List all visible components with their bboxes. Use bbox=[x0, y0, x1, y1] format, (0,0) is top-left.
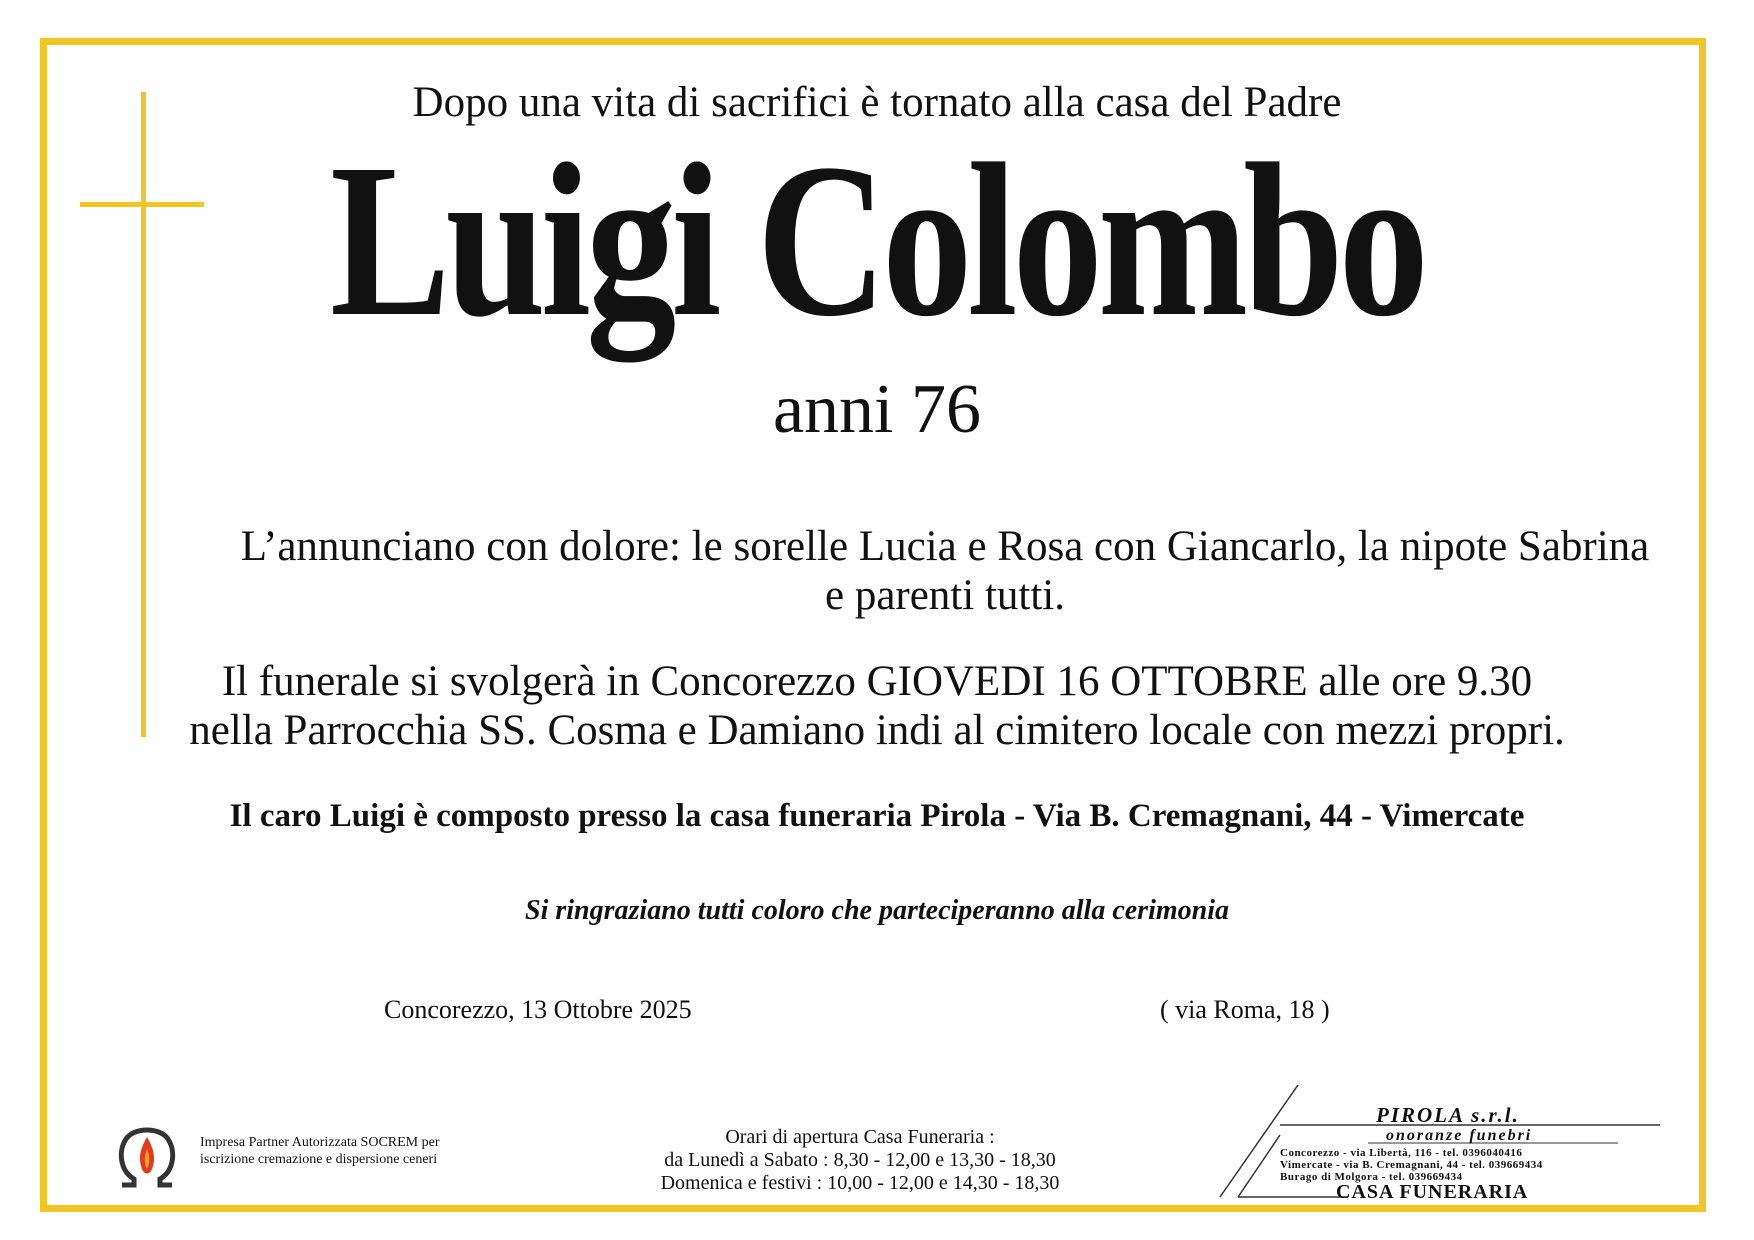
socrem-line-1: Impresa Partner Autorizzata SOCREM per bbox=[200, 1135, 440, 1150]
deceased-name: Luigi Colombo bbox=[330, 118, 1424, 362]
intro-line: Dopo una vita di sacrifici è tornato alla casa del Padre bbox=[412, 79, 1342, 126]
company-office-vimercate: Vimercate - via B. Cremagnani, 44 - tel. 039669434 bbox=[1280, 1159, 1543, 1171]
company-tagline: onoranze funebri bbox=[1386, 1127, 1533, 1144]
deceased-age: anni 76 bbox=[772, 371, 982, 448]
funeral-line-1: Il funerale si svolgerà in Concorezzo GIOVEDI 16 OTTOBRE alle ore 9.30 bbox=[221, 658, 1533, 705]
socrem-partner-text bbox=[200, 1134, 440, 1168]
hours-weekdays: da Lunedì a Sabato : 8,30 - 12,00 e 13,30 - 18,30 bbox=[664, 1149, 1056, 1171]
opening-hours bbox=[560, 1126, 1160, 1195]
announcement-line-2: e parenti tutti. bbox=[824, 572, 1065, 619]
hours-holidays: Domenica e festivi : 10,00 - 12,00 e 14,30 - 18,30 bbox=[660, 1172, 1060, 1194]
wake-location: Il caro Luigi è composto presso la casa funeraria Pirola - Via B. Cremagnani, 44 - Vimercate bbox=[229, 798, 1525, 834]
company-name: PIROLA s.r.l. bbox=[1376, 1103, 1520, 1127]
socrem-line-2: iscrizione cremazione e dispersione ceneri bbox=[200, 1152, 438, 1167]
announcement-paragraph bbox=[180, 522, 1710, 620]
funeral-paragraph bbox=[0, 657, 1754, 755]
company-office-concorezzo: Concorezzo - via Libertà, 116 - tel. 0396040416 bbox=[1280, 1147, 1523, 1159]
funeral-line-2: nella Parrocchia SS. Cosma e Damiano indi al cimitero locale con mezzi propri. bbox=[189, 707, 1565, 754]
flame-omega-icon bbox=[112, 1115, 182, 1193]
place-and-date: Concorezzo, 13 Ottobre 2025 bbox=[384, 995, 692, 1024]
home-address: ( via Roma, 18 ) bbox=[1160, 995, 1330, 1024]
company-office-burago: Burago di Molgora - tel. 039669434 bbox=[1280, 1171, 1463, 1183]
pirola-company-logo bbox=[1218, 1085, 1698, 1207]
hours-title: Orari di apertura Casa Funeraria : bbox=[725, 1126, 995, 1148]
company-footer: CASA FUNERARIA bbox=[1336, 1181, 1529, 1203]
thanks-line: Si ringraziano tutti coloro che parteciperanno alla cerimonia bbox=[525, 895, 1229, 926]
announcement-line-1: L’annunciano con dolore: le sorelle Lucia e Rosa con Giancarlo, la nipote Sabrina bbox=[240, 523, 1650, 570]
